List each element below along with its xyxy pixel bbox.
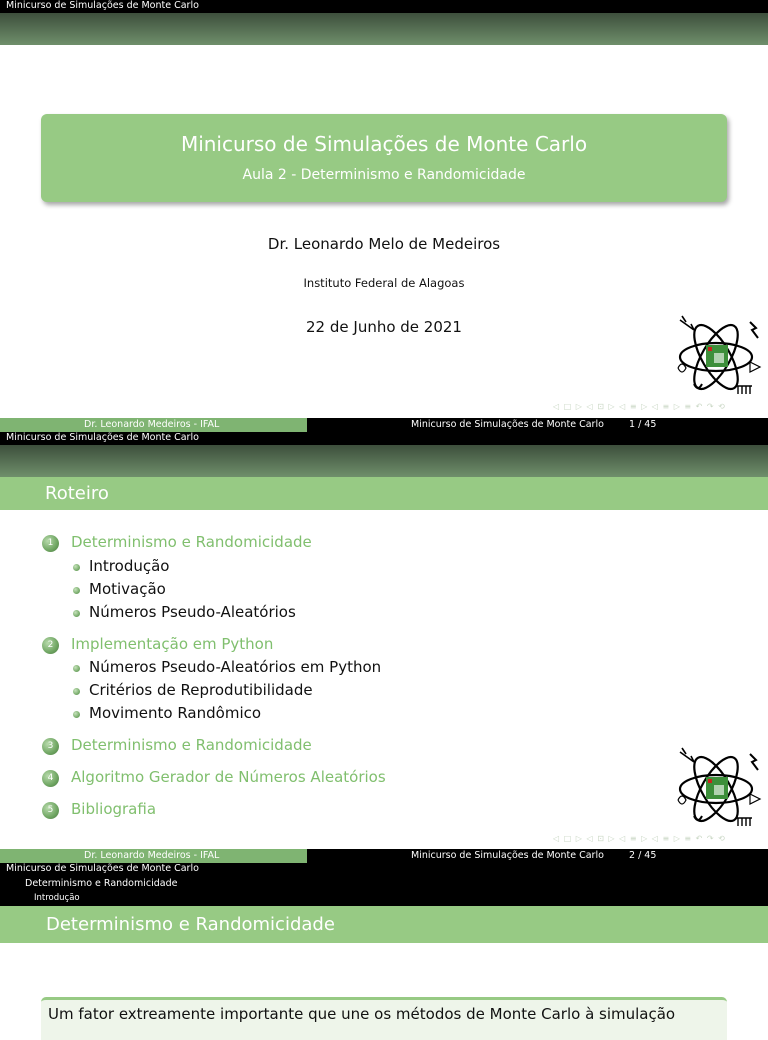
header-section[interactable]: Determinismo e Randomicidade <box>25 878 178 889</box>
ifal-atom-logo-icon <box>672 312 764 402</box>
frame-title-bar <box>0 477 768 510</box>
beamer-nav-symbols[interactable]: ◁ □ ▷ ◁ ⊡ ▷ ◁ ≡ ▷ ◁ ≡ ▷ ≡ ↶ ↷ ⟲ <box>553 402 726 411</box>
footer-title: Minicurso de Simulações de Monte Carlo <box>411 850 604 861</box>
frame-title: Determinismo e Randomicidade <box>46 914 335 935</box>
institute: Instituto Federal de Alagoas <box>303 276 465 290</box>
section-label: Algoritmo Gerador de Números Aleatórios <box>71 768 386 786</box>
bullet-icon <box>73 665 80 672</box>
frame-title-bar <box>0 906 768 943</box>
footer-page: 2 / 45 <box>629 850 657 861</box>
bullet-icon <box>73 610 80 617</box>
beamer-nav-symbols[interactable]: ◁ □ ▷ ◁ ⊡ ▷ ◁ ≡ ▷ ◁ ≡ ▷ ≡ ↶ ↷ ⟲ <box>553 834 726 843</box>
presentation-subtitle: Aula 2 - Determinismo e Randomicidade <box>242 167 526 183</box>
footer-page: 1 / 45 <box>629 419 657 430</box>
author: Dr. Leonardo Melo de Medeiros <box>267 235 501 253</box>
section-number: 2 <box>42 637 59 654</box>
header-title: Minicurso de Simulações de Monte Carlo <box>6 863 199 874</box>
footer <box>0 418 768 432</box>
bullet-icon <box>73 587 80 594</box>
presentation-title: Minicurso de Simulações de Monte Carlo <box>180 132 588 156</box>
content-block <box>41 997 727 1040</box>
header-gradient <box>0 13 768 45</box>
frame-title: Roteiro <box>45 483 109 504</box>
date: 22 de Junho de 2021 <box>306 318 462 336</box>
section-label: Bibliografia <box>71 800 157 818</box>
section-number: 4 <box>42 770 59 787</box>
footer-author: Dr. Leonardo Medeiros - IFAL <box>84 419 220 430</box>
header-subsection[interactable]: Introdução <box>34 893 80 903</box>
footer <box>0 849 768 863</box>
ifal-atom-logo-icon <box>672 744 764 834</box>
block-text: Um fator extreamente importante que une os métodos de Monte Carlo à simulação <box>48 1005 676 1023</box>
bullet-icon <box>73 564 80 571</box>
section-label: Determinismo e Randomicidade <box>71 736 312 754</box>
header-navigation <box>0 863 768 906</box>
header-gradient <box>0 445 768 477</box>
header-bar <box>0 432 768 445</box>
section-label: Determinismo e Randomicidade <box>71 533 312 551</box>
section-number: 3 <box>42 738 59 755</box>
header-title: Minicurso de Simulações de Monte Carlo <box>6 432 199 443</box>
bullet-icon <box>73 688 80 695</box>
bullet-icon <box>73 711 80 718</box>
header-bar <box>0 0 768 13</box>
footer-author: Dr. Leonardo Medeiros - IFAL <box>84 850 220 861</box>
section-number: 1 <box>42 535 59 552</box>
title-block <box>41 114 727 202</box>
footer-title: Minicurso de Simulações de Monte Carlo <box>411 419 604 430</box>
section-number: 5 <box>42 802 59 819</box>
slide-1 <box>0 0 768 432</box>
section-label: Implementação em Python <box>71 635 274 653</box>
header-title: Minicurso de Simulações de Monte Carlo <box>6 0 199 11</box>
